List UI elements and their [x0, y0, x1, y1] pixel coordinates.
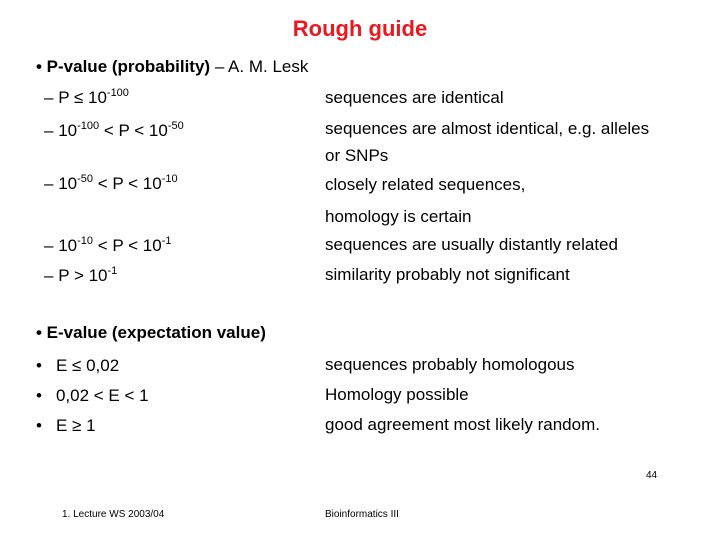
footer-lecture: 1. Lecture WS 2003/04 [62, 509, 165, 520]
pvalue-exponent: -1 [161, 235, 172, 247]
pvalue-cond-part: 10 [58, 121, 78, 140]
pvalue-desc-line: sequences are almost identical, e.g. alleles [325, 119, 650, 138]
slide-title: Rough guide [292, 16, 428, 41]
pvalue-cond-part: 10 [58, 174, 78, 193]
pvalue-heading-rest: – A. M. Lesk [210, 57, 309, 76]
pvalue-dash: – [44, 88, 59, 107]
pvalue-exponent: -50 [77, 173, 94, 185]
pvalue-exponent: -50 [167, 120, 184, 132]
pvalue-cond-part: 10 [58, 236, 78, 255]
pvalue-dash: – [44, 174, 59, 193]
evalue-condition [36, 416, 96, 436]
pvalue-cond-part: < P < 10 [93, 174, 162, 193]
pvalue-description [325, 261, 570, 288]
pvalue-cond-part: < P < 10 [93, 236, 162, 255]
pvalue-condition [44, 236, 172, 256]
pvalue-condition [44, 121, 184, 141]
evalue-bullet: • [36, 416, 42, 435]
pvalue-heading [36, 57, 308, 77]
evalue-condition [36, 356, 119, 376]
pvalue-desc-line: sequences are usually distantly related [325, 235, 618, 254]
pvalue-desc-line: or SNPs [325, 146, 389, 165]
evalue-bullet: • [36, 356, 42, 375]
footer-course: Bioinformatics III [325, 509, 399, 520]
pvalue-desc-line: homology is certain [325, 207, 472, 226]
pvalue-dash: – [44, 266, 59, 285]
pvalue-exponent: -1 [107, 265, 118, 277]
evalue-cond-text: E ≤ 0,02 [55, 356, 120, 375]
pvalue-desc-line: similarity probably not significant [325, 265, 570, 284]
evalue-description: Homology possible [325, 385, 469, 404]
pvalue-exponent: -10 [161, 173, 178, 185]
pvalue-dash: – [44, 121, 59, 140]
pvalue-cond-part: P > 10 [58, 266, 108, 285]
pvalue-condition [44, 266, 117, 286]
pvalue-desc-line: sequences are identical [325, 88, 504, 107]
pvalue-description [325, 169, 525, 233]
page-number: 44 [646, 470, 658, 481]
pvalue-exponent: -100 [106, 87, 129, 99]
pvalue-condition [44, 174, 178, 194]
evalue-condition [36, 386, 149, 406]
evalue-cond-text: 0,02 < E < 1 [55, 386, 149, 405]
pvalue-heading-bold: • P-value (probability) [36, 57, 211, 76]
evalue-cond-text: E ≥ 1 [55, 416, 96, 435]
pvalue-exponent: -100 [77, 120, 100, 132]
pvalue-description [325, 115, 649, 169]
pvalue-desc-line: closely related sequences, [325, 175, 526, 194]
evalue-bullet: • [36, 386, 42, 405]
pvalue-condition [44, 88, 129, 108]
pvalue-cond-part: < P < 10 [99, 121, 168, 140]
pvalue-exponent: -10 [77, 235, 94, 247]
pvalue-dash: – [44, 236, 59, 255]
evalue-description: good agreement most likely random. [325, 415, 600, 434]
pvalue-cond-part: P ≤ 10 [58, 88, 107, 107]
evalue-heading: • E-value (expectation value) [36, 323, 266, 342]
pvalue-description [325, 84, 504, 111]
pvalue-description [325, 231, 618, 258]
evalue-description: sequences probably homologous [325, 355, 575, 374]
